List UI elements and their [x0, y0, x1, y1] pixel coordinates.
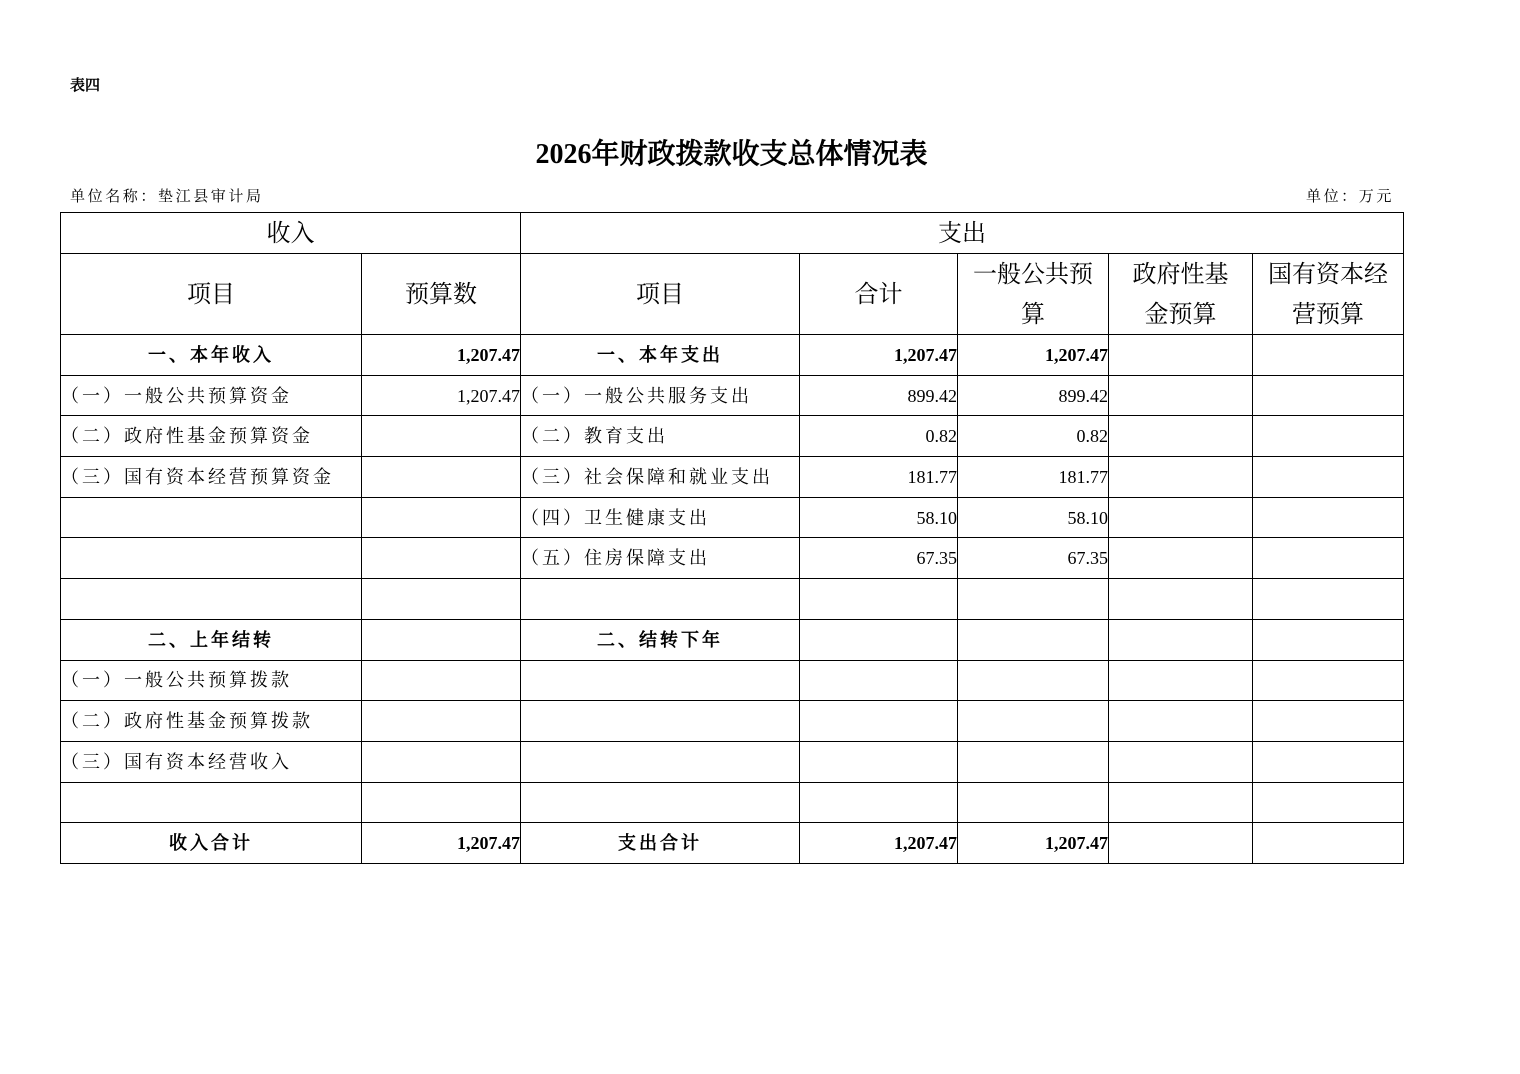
income-budget: [362, 741, 521, 782]
expenditure-general-budget: 1,207.47: [958, 823, 1109, 864]
income-budget: [362, 660, 521, 701]
group-header-row: [61, 213, 1404, 254]
expenditure-state-capital-budget: [1253, 579, 1404, 620]
income-budget: [362, 538, 521, 579]
table-row: [61, 416, 1404, 457]
expenditure-state-capital-budget: [1253, 375, 1404, 416]
total-row: [61, 823, 1404, 864]
expenditure-item: [521, 741, 800, 782]
expenditure-fund-budget: [1109, 782, 1253, 823]
income-item: （三）国有资本经营收入: [61, 741, 362, 782]
expenditure-item: 支出合计: [521, 823, 800, 864]
expenditure-state-capital-budget: [1253, 660, 1404, 701]
expenditure-state-capital-budget: [1253, 701, 1404, 742]
expenditure-item: 一、本年支出: [521, 335, 800, 376]
income-item: （二）政府性基金预算资金: [61, 416, 362, 457]
income-group-header: 收入: [61, 213, 521, 254]
expenditure-fund-budget: [1109, 660, 1253, 701]
col-header-income-item: 项目: [61, 254, 362, 335]
income-budget: [362, 782, 521, 823]
table-row: [61, 375, 1404, 416]
expenditure-item: （一）一般公共服务支出: [521, 375, 800, 416]
expenditure-fund-budget: [1109, 538, 1253, 579]
income-item: 收入合计: [61, 823, 362, 864]
expenditure-general-budget: 58.10: [958, 497, 1109, 538]
table-row: [61, 660, 1404, 701]
expenditure-state-capital-budget: [1253, 619, 1404, 660]
income-item: （一）一般公共预算资金: [61, 375, 362, 416]
income-budget: [362, 619, 521, 660]
column-header-row: [61, 254, 1404, 335]
expenditure-group-header: 支出: [521, 213, 1404, 254]
income-budget: [362, 416, 521, 457]
income-budget: [362, 457, 521, 498]
expenditure-total: 181.77: [800, 457, 958, 498]
section-row: [61, 335, 1404, 376]
expenditure-state-capital-budget: [1253, 457, 1404, 498]
section-row: [61, 619, 1404, 660]
expenditure-state-capital-budget: [1253, 823, 1404, 864]
expenditure-fund-budget: [1109, 497, 1253, 538]
expenditure-fund-budget: [1109, 335, 1253, 376]
col-header-fund-budget-label: 政府性基金预算: [1132, 260, 1229, 328]
expenditure-state-capital-budget: [1253, 782, 1404, 823]
expenditure-fund-budget: [1109, 375, 1253, 416]
expenditure-total: 899.42: [800, 375, 958, 416]
expenditure-general-budget: [958, 619, 1109, 660]
expenditure-fund-budget: [1109, 619, 1253, 660]
expenditure-general-budget: 899.42: [958, 375, 1109, 416]
expenditure-general-budget: [958, 660, 1109, 701]
income-budget: 1,207.47: [362, 335, 521, 376]
table-row: [61, 538, 1404, 579]
expenditure-total: [800, 619, 958, 660]
income-budget: [362, 701, 521, 742]
col-header-state-capital-budget-label: 国有资本经营预算: [1268, 260, 1388, 328]
income-item: [61, 579, 362, 620]
col-header-fund-budget: [1109, 254, 1253, 335]
income-item: 一、本年收入: [61, 335, 362, 376]
expenditure-item: （五）住房保障支出: [521, 538, 800, 579]
unit-label: 单位：万元: [1305, 189, 1394, 205]
expenditure-fund-budget: [1109, 579, 1253, 620]
expenditure-item: （四）卫生健康支出: [521, 497, 800, 538]
col-header-general-budget: [958, 254, 1109, 335]
col-header-expenditure-total: 合计: [800, 254, 958, 335]
expenditure-general-budget: [958, 782, 1109, 823]
expenditure-total: 67.35: [800, 538, 958, 579]
expenditure-state-capital-budget: [1253, 335, 1404, 376]
table-row: [61, 701, 1404, 742]
expenditure-state-capital-budget: [1253, 416, 1404, 457]
col-header-general-budget-label: 一般公共预算: [973, 260, 1093, 328]
income-item: [61, 538, 362, 579]
expenditure-general-budget: 1,207.47: [958, 335, 1109, 376]
income-item: [61, 782, 362, 823]
expenditure-item: （二）教育支出: [521, 416, 800, 457]
blank-row: [61, 782, 1404, 823]
expenditure-fund-budget: [1109, 457, 1253, 498]
expenditure-general-budget: 67.35: [958, 538, 1109, 579]
income-budget: 1,207.47: [362, 375, 521, 416]
expenditure-total: [800, 579, 958, 620]
expenditure-item: [521, 782, 800, 823]
income-item: [61, 497, 362, 538]
expenditure-state-capital-budget: [1253, 538, 1404, 579]
expenditure-state-capital-budget: [1253, 497, 1404, 538]
col-header-expenditure-item: 项目: [521, 254, 800, 335]
unit-name: 单位名称：垫江县审计局: [70, 189, 264, 205]
col-header-state-capital-budget: [1253, 254, 1404, 335]
income-item: （三）国有资本经营预算资金: [61, 457, 362, 498]
table-row: [61, 457, 1404, 498]
income-budget: [362, 497, 521, 538]
expenditure-general-budget: [958, 579, 1109, 620]
blank-row: [61, 579, 1404, 620]
budget-table: [60, 212, 1404, 864]
income-budget: 1,207.47: [362, 823, 521, 864]
expenditure-total: [800, 701, 958, 742]
expenditure-total: 0.82: [800, 416, 958, 457]
expenditure-item: [521, 701, 800, 742]
expenditure-general-budget: [958, 701, 1109, 742]
expenditure-fund-budget: [1109, 741, 1253, 782]
income-budget: [362, 579, 521, 620]
expenditure-general-budget: 181.77: [958, 457, 1109, 498]
expenditure-item: [521, 660, 800, 701]
table-row: [61, 497, 1404, 538]
expenditure-total: 1,207.47: [800, 823, 958, 864]
table-row: [61, 741, 1404, 782]
page-title: 2026年财政拨款收支总体情况表: [535, 139, 928, 170]
income-item: （二）政府性基金预算拨款: [61, 701, 362, 742]
expenditure-fund-budget: [1109, 416, 1253, 457]
expenditure-item: 二、结转下年: [521, 619, 800, 660]
expenditure-general-budget: 0.82: [958, 416, 1109, 457]
income-item: 二、上年结转: [61, 619, 362, 660]
expenditure-total: [800, 660, 958, 701]
expenditure-total: 58.10: [800, 497, 958, 538]
expenditure-fund-budget: [1109, 823, 1253, 864]
expenditure-item: [521, 579, 800, 620]
expenditure-fund-budget: [1109, 701, 1253, 742]
income-item: （一）一般公共预算拨款: [61, 660, 362, 701]
expenditure-general-budget: [958, 741, 1109, 782]
expenditure-total: 1,207.47: [800, 335, 958, 376]
expenditure-state-capital-budget: [1253, 741, 1404, 782]
expenditure-item: （三）社会保障和就业支出: [521, 457, 800, 498]
expenditure-total: [800, 741, 958, 782]
table-number: 表四: [70, 76, 101, 94]
col-header-income-budget: 预算数: [362, 254, 521, 335]
expenditure-total: [800, 782, 958, 823]
